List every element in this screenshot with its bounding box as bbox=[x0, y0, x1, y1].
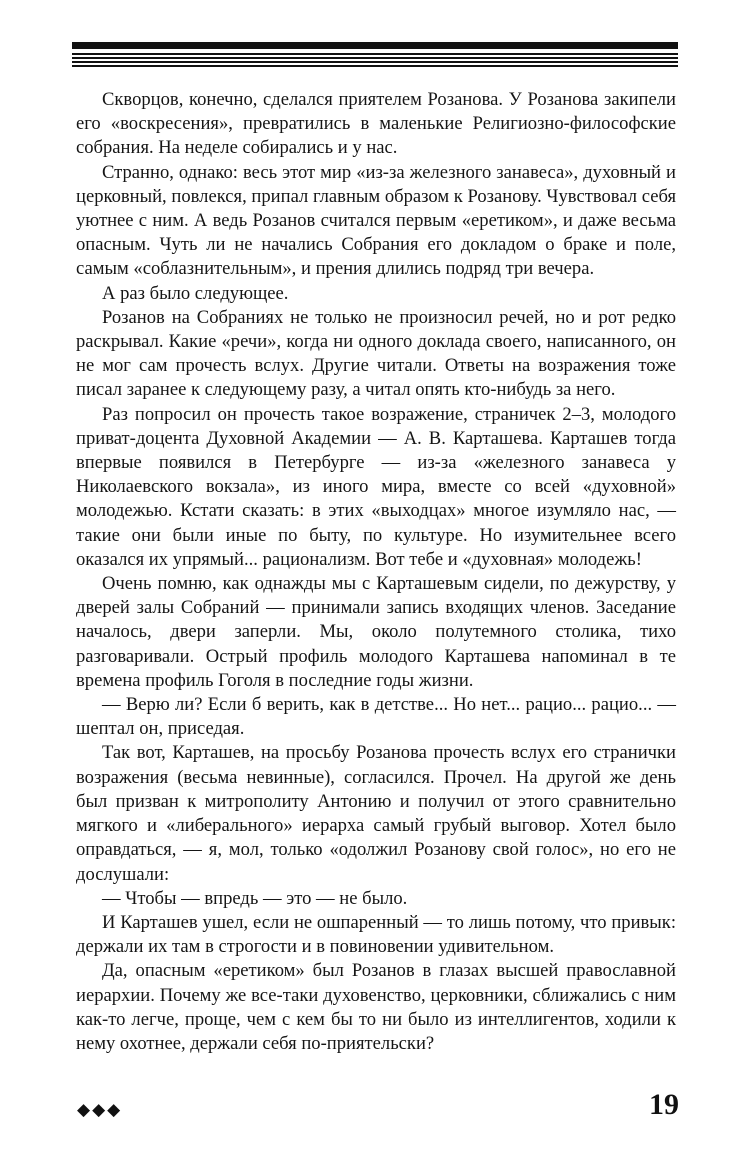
paragraph: Раз попросил он прочесть такое возражение, страничек 2–3, молодого приват-доцента Духовной Академии — А. В. Карташева. Карташев тогда впервые появился в Петербурге — из-за «железного занавеса у Николаевского вокзала», из иного мира, вместе со всей «духовной» молодежью. Кстати сказать: в этих «выходцах» многое изумляло нас, — такие они были иные по быту, по культуре. Но изумительнее всего оказался их упрямый... рационализм. Вот тебе и «духовная» молодежь! bbox=[76, 403, 676, 570]
paragraph: И Карташев ушел, если не ошпаренный — то лишь потому, что привык: держали их там в строгости и в повиновении удивительном. bbox=[76, 911, 676, 958]
header-rule-thick bbox=[72, 42, 678, 49]
paragraph: — Чтобы — впредь — это — не было. bbox=[102, 887, 408, 909]
header-rule bbox=[72, 42, 678, 72]
header-rule-line bbox=[72, 65, 678, 67]
paragraph: — Верю ли? Если б верить, как в детстве... Но нет... рацио... рацио... — шептал он, приседая. bbox=[76, 694, 676, 740]
paragraph: Розанов на Собраниях не только не произносил речей, но и рот редко раскрывал. Какие «речи», когда ни одного доклада своего, написанного, он не мог сам прочесть вслух. Другие читали. Ответы на возражения тоже писал заранее к следующему разу, а читал опять кто-нибудь за него. bbox=[76, 306, 676, 401]
header-rule-line bbox=[72, 61, 678, 63]
paragraph: А раз было следующее. bbox=[102, 282, 289, 304]
header-rule-line bbox=[72, 57, 678, 59]
paragraph: Так вот, Карташев, на просьбу Розанова прочесть вслух его странички возражения (весьма невинные), согласился. Прочел. На другой же день был призван к митрополиту Антонию и получил от этого сравнительно мягкого и «либерального» иерарха самый грубый выговор. Хотел было оправдаться, — я, мол, только «одолжил Розанову свой голос», но его не дослушали: bbox=[76, 742, 676, 885]
page-number: 19 bbox=[649, 1088, 679, 1121]
header-rule-line bbox=[72, 53, 678, 55]
paragraph: Очень помню, как однажды мы с Карташевым сидели, по дежурству, у дверей залы Собраний — принимали запись входящих членов. Заседание началось, двери заперли. Мы, около полутемного столика, тихо разговаривали. Острый профиль молодого Карташева напоминал в те времена профиль Гоголя в последние годы жизни. bbox=[76, 573, 676, 691]
body-text bbox=[76, 88, 676, 1056]
paragraph: Скворцов, конечно, сделался приятелем Розанова. У Розанова закипели его «воскресения», превратились в маленькие Религиозно-философские собрания. На неделе собирались и у нас. bbox=[76, 89, 676, 159]
footer-ornament: ◆◆◆ bbox=[77, 1100, 123, 1120]
paragraph: Да, опасным «еретиком» был Розанов в глазах высшей православной иерархии. Почему же все-таки духовенство, церковники, сближались с ним как-то легче, проще, чем с кем бы то ни было из интеллигентов, ходили к нему охотнее, держали себя по-приятельски? bbox=[76, 960, 676, 1054]
paragraph: Странно, однако: весь этот мир «из-за железного занавеса», духовный и церковный, повлекся, припал главным образом к Розанову. Чувствовал себя уютнее с ним. А ведь Розанов считался первым «еретиком», и даже весьма опасным. Чуть ли не начались Собрания его докладом о браке и поле, самым «соблазнительным», и прения длились подряд три вечера. bbox=[76, 161, 676, 280]
